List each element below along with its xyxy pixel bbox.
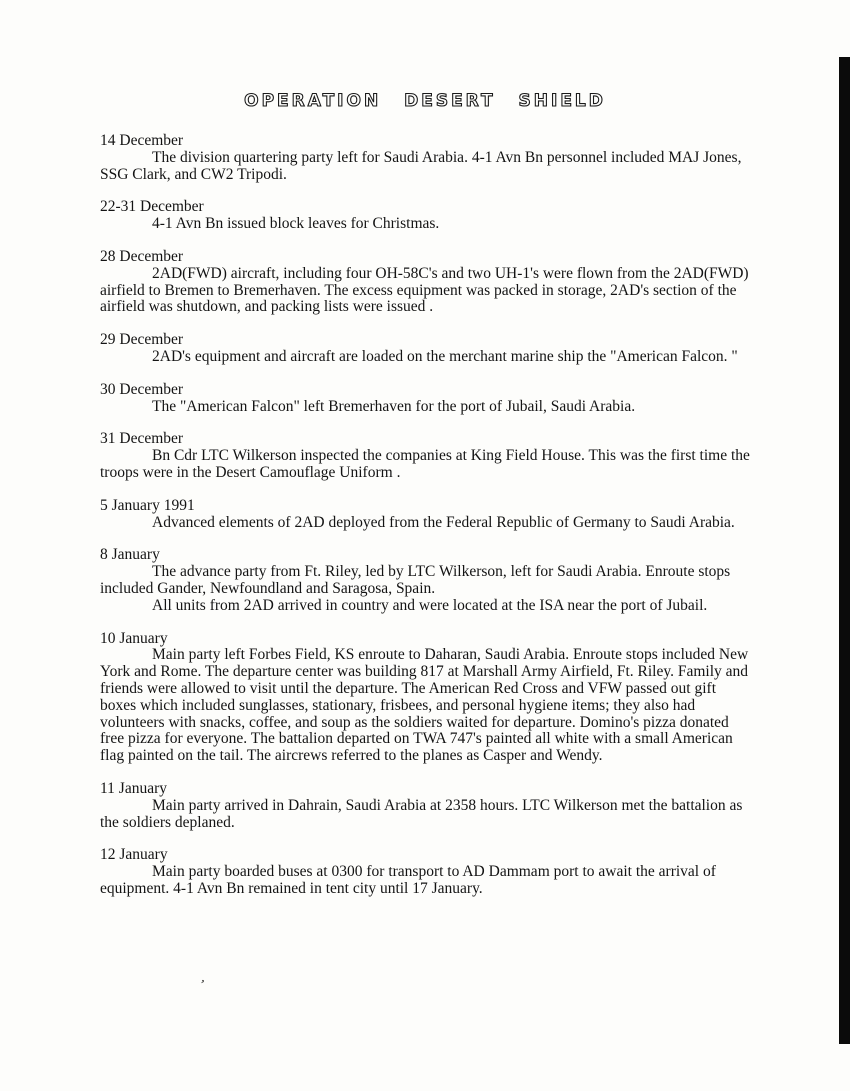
- entry-body: [100, 216, 753, 233]
- entry-paragraph: The "American Falcon" left Bremerhaven for the port of Jubail, Saudi Arabia.: [152, 397, 636, 415]
- entry-date: 5 January 1991: [100, 496, 195, 514]
- entry-body: [100, 448, 753, 482]
- scan-stray-mark: ’: [196, 977, 207, 994]
- log-entry: [100, 382, 753, 416]
- log-entry: [100, 498, 753, 532]
- entry-date: 11 January: [100, 779, 168, 797]
- entry-date: 31 December: [100, 430, 184, 448]
- entry-body: [100, 515, 753, 532]
- entry-date: 22-31 December: [100, 198, 204, 216]
- log-entry: [100, 249, 753, 316]
- entry-paragraph: The division quartering party left for Saudi Arabia. 4-1 Avn Bn personnel included MAJ Jones, SSG Clark, and CW2 Tripodi.: [100, 148, 742, 183]
- entry-paragraph: The advance party from Ft. Riley, led by LTC Wilkerson, left for Saudi Arabia. Enroute stops included Gander, Newfoundland and Saragosa, Spain.: [100, 563, 731, 597]
- entry-body: [100, 798, 753, 832]
- entry-body: [100, 349, 753, 366]
- log-entry: [100, 631, 753, 765]
- entry-date: 29 December: [100, 331, 184, 349]
- entry-body: [100, 150, 753, 184]
- entry-paragraph: Advanced elements of 2AD deployed from the Federal Republic of Germany to Saudi Arabia.: [152, 513, 735, 531]
- entry-paragraph: 4-1 Avn Bn issued block leaves for Christmas.: [152, 215, 440, 233]
- log-entry: [100, 781, 753, 831]
- log-entry: [100, 199, 753, 233]
- entry-paragraph: Bn Cdr LTC Wilkerson inspected the companies at King Field House. This was the first time the troops were in the Desert Camouflage Uniform .: [100, 447, 750, 481]
- log-entry: [100, 547, 753, 614]
- document-title: OPERATION DESERT SHIELD: [244, 91, 606, 111]
- log-entry: [100, 431, 753, 481]
- entry-date: 10 January: [100, 629, 168, 647]
- scan-edge-artifact: [839, 57, 850, 1044]
- entry-body: [100, 564, 753, 614]
- entry-body: [100, 864, 753, 898]
- entry-paragraph: 2AD's equipment and aircraft are loaded on the merchant marine ship the "American Falcon. ": [152, 347, 738, 365]
- entry-paragraph: All units from 2AD arrived in country and were located at the ISA near the port of Jubail.: [152, 596, 708, 614]
- entry-paragraph: Main party left Forbes Field, KS enroute to Daharan, Saudi Arabia. Enroute stops included New York and Rome. The departure center was building 817 at Marshall Army Airfield, Ft. Riley. Family and friends were allowed to visit until the departure. The American Red Cross and VFW passed out gift boxes which included sunglasses, stationary, frisbees, and personal hygiene items; they also had volunteers with snacks, coffee, and soup as the soldiers waited for departure. Domino's pizza donated free pizza for everyone. The battalion departed on TWA 747's painted all white with a small American flag painted on the tail. The aircrews referred to the planes as Casper and Wendy.: [100, 646, 749, 765]
- log-entry: [100, 847, 753, 897]
- entry-paragraph: Main party boarded buses at 0300 for transport to AD Dammam port to await the arrival of equipment. 4-1 Avn Bn remained in tent city until 17 January.: [100, 863, 716, 897]
- entry-body: [100, 647, 753, 765]
- entry-date: 14 December: [100, 132, 184, 149]
- entry-body: [100, 399, 753, 416]
- log-entry: [100, 332, 753, 366]
- entry-date: 30 December: [100, 380, 184, 398]
- entry-paragraph: Main party arrived in Dahrain, Saudi Arabia at 2358 hours. LTC Wilkerson met the battalion as the soldiers deplaned.: [100, 796, 743, 831]
- entry-paragraph: 2AD(FWD) aircraft, including four OH-58C's and two UH-1's were flown from the 2AD(FWD) airfield to Bremen to Bremerhaven. The excess equipment was packed in storage, 2AD's section of the airfield was shutdown, and packing lists were issued .: [100, 264, 749, 316]
- entry-list: [0, 133, 850, 898]
- entry-date: 8 January: [100, 546, 160, 564]
- entry-date: 12 January: [100, 846, 168, 864]
- log-entry: [100, 133, 753, 183]
- entry-date: 28 December: [100, 247, 184, 265]
- entry-body: [100, 266, 753, 316]
